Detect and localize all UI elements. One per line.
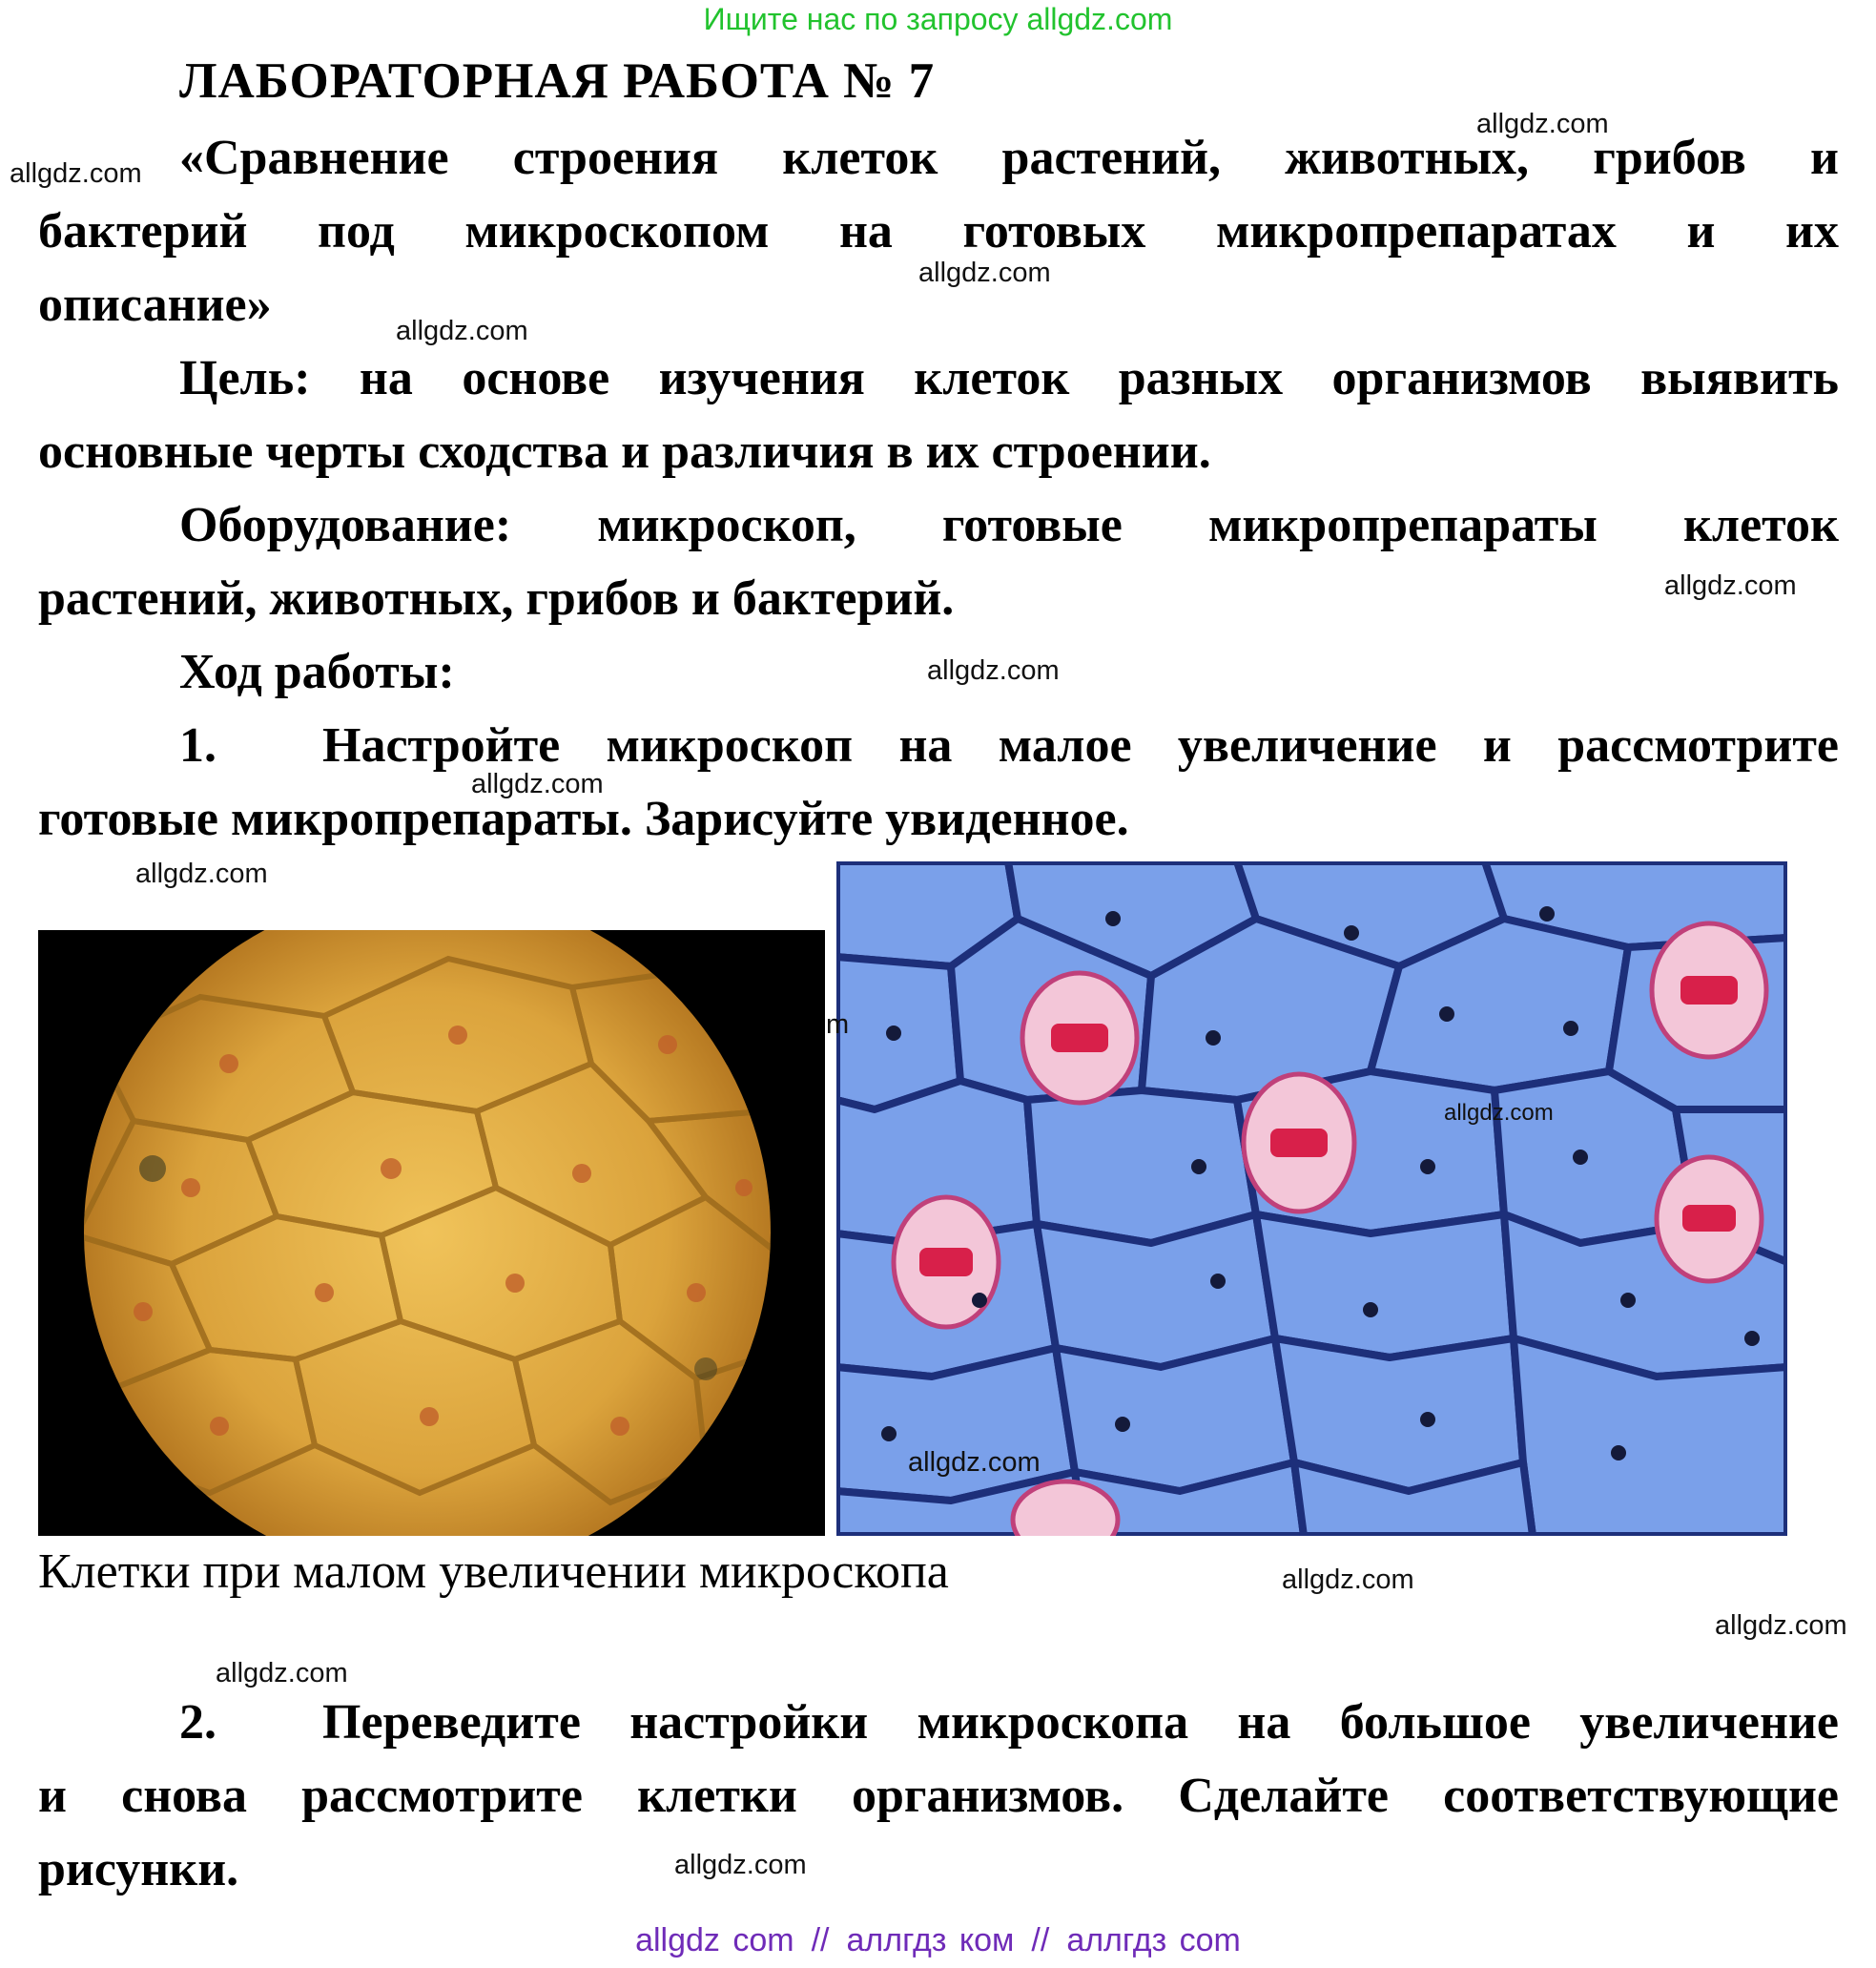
watermark: allgdz.com	[216, 1658, 348, 1688]
watermark: allgdz.com	[10, 158, 142, 189]
footer-link-allgdz-mixed[interactable]: аллгдз com	[1066, 1922, 1241, 1958]
footer-separator: //	[1031, 1922, 1050, 1958]
watermark-partial: m	[826, 1009, 850, 1040]
watermark: allgdz.com	[471, 769, 604, 799]
subtitle-line-1: «Сравнение строения клеток растений, животных, грибов и	[179, 131, 1839, 185]
footer-separator: //	[811, 1922, 830, 1958]
stained-cells-micrograph	[836, 861, 1787, 1536]
step-2-number: 2.	[179, 1695, 216, 1750]
footer-links	[0, 1922, 1876, 1959]
watermark: allgdz.com	[135, 859, 268, 889]
footer-link-allgdz[interactable]: allgdz com	[635, 1922, 794, 1958]
step-2-line-2: и снова рассмотрите клетки организмов. Сделайте соответствующие	[38, 1769, 1839, 1823]
watermark: allgdz.com	[396, 316, 528, 346]
footer-link-allgdz-cyrillic[interactable]: аллгдз ком	[846, 1922, 1015, 1958]
step-1-line-2: готовые микропрепараты. Зарисуйте увиденное.	[38, 792, 1129, 846]
lab-title: ЛАБОРАТОРНАЯ РАБОТА № 7	[179, 53, 936, 109]
search-banner[interactable]: Ищите нас по запросу allgdz.com	[703, 2, 1173, 36]
step-2-line-1	[179, 1686, 1839, 1759]
watermark: allgdz.com	[1444, 1100, 1554, 1126]
watermark: allgdz.com	[674, 1850, 807, 1880]
watermark: allgdz.com	[1282, 1564, 1414, 1595]
watermark: allgdz.com	[927, 655, 1060, 686]
step-2-line-3: рисунки.	[38, 1842, 239, 1896]
goal-line-1: Цель: на основе изучения клеток разных организмов выявить	[179, 351, 1839, 405]
figure-caption: Клетки при малом увеличении микроскопа	[38, 1544, 949, 1599]
procedure-heading: Ход работы:	[179, 645, 455, 699]
subtitle-line-2: бактерий под микроскопом на готовых микропрепаратах и их	[38, 204, 1839, 259]
subtitle-line-3: описание»	[38, 278, 272, 332]
watermark: allgdz.com	[918, 258, 1051, 288]
onion-cells-micrograph	[38, 930, 825, 1536]
step-2-text: Переведите настройки микроскопа на большое увеличение	[322, 1695, 1839, 1750]
step-1-text: Настройте микроскоп на малое увеличение и рассмотрите	[322, 718, 1839, 773]
equipment-line-2: растений, животных, грибов и бактерий.	[38, 571, 955, 626]
watermark: allgdz.com	[1664, 570, 1797, 601]
watermark: allgdz.com	[908, 1447, 1041, 1478]
goal-line-2: основные черты сходства и различия в их строении.	[38, 425, 1211, 479]
step-1-number: 1.	[179, 718, 216, 773]
watermark: allgdz.com	[1476, 109, 1609, 139]
equipment-line-1: Оборудование: микроскоп, готовые микропрепараты клеток	[179, 498, 1839, 552]
step-1-line-1	[179, 709, 1839, 782]
watermark: allgdz.com	[1715, 1610, 1847, 1641]
